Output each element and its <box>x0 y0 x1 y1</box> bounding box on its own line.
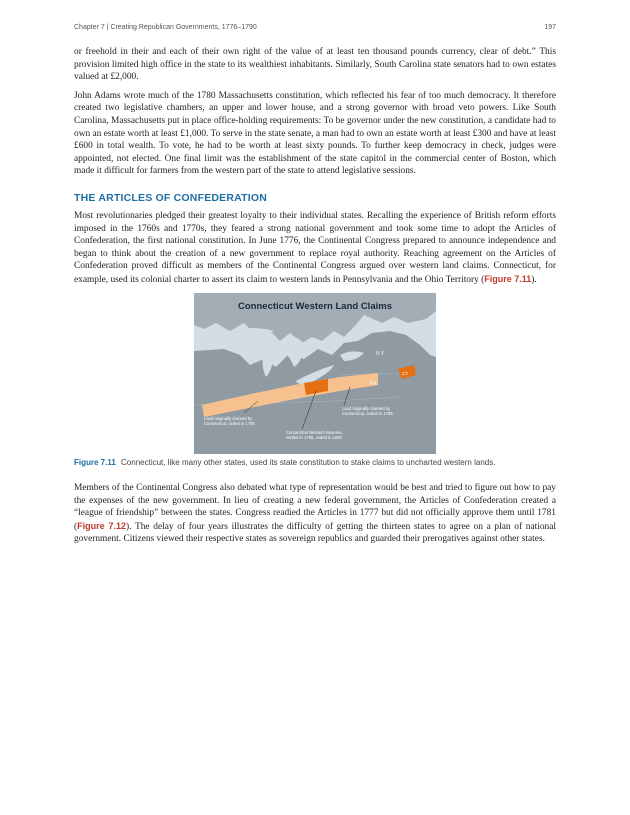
page-number: 197 <box>544 24 556 31</box>
label-ct: CT <box>402 370 408 376</box>
running-header <box>74 24 556 34</box>
figure-7-11 <box>74 293 556 454</box>
label-ny: N Y <box>376 350 385 357</box>
connecticut-land-claims-map <box>194 293 436 454</box>
paragraph-3-text: Most revolutionaries pledged their greatest loyalty to their individual states. Recalling the experience of British reform efforts imposed in the 1760s and 1770s, they feared a strong national government and took some time to adopt the Articles of Confederation, the first national constitution. In June 1776, the Continental Congress prepared to announce independence and began to think about the creation of a new government to replace royal authority. Reaching agreement on the Articles of Confederation proved difficult as members of the Continental Congress argued over western land claims. Connecticut, for example, used its colonial charter to assert its claim to western lands in Pennsylvania and the Ohio Territory ( <box>74 210 556 285</box>
figure-7-11-link[interactable]: Figure 7.11 <box>484 273 532 284</box>
annotation-left-line-1: Land originally claimed by <box>204 415 253 421</box>
caption-text: Connecticut, like many other states, used its state constitution to stake claims to uncharted western lands. <box>121 457 496 467</box>
paragraph-1: or freehold in their and each of their own right of the value of at least ten thousand pounds currency, clear of debt.” This provision limited high office in the state to its wealthiest inhabitants. Similarly, South Carolina state senators had to own estates valued at £2,000. <box>74 47 556 83</box>
caption-label: Figure 7.11 <box>74 457 116 467</box>
chapter-title: Chapter 7 | Creating Republican Governments, 1776–1790 <box>74 24 257 31</box>
annotation-right-line-2: Connecticut, ceded in 1786 <box>342 410 393 416</box>
paragraph-2: John Adams wrote much of the 1780 Massachusetts constitution, which reflected his fear of too much democracy. It therefore created two legislative chambers, an upper and lower house, and a strong governor with broad veto powers. Like South Carolina, Massachusetts put in place office-holding requirements: To be governor under the new constitution, a candidate had to own an estate worth at least £1,000. To serve in the state senate, a man had to own an estate worth at least £300 and have at least £600 in total wealth. To vote, he had to be worth at least sixty pounds. To further keep democracy in check, judges were appointed, not elected. One final limit was the establishment of the state capitol in the commercial center of Boston, which made it difficult for farmers from the western part of the state to attend legislative sessions. <box>74 90 556 177</box>
paragraph-4-end: ). The delay of four years illustrates the difficulty of getting the thirteen states to agree on a plan of national government. Citizens viewed their respective states as sovereign republics and guarded their prerogatives against other states. <box>74 521 556 545</box>
figure-caption <box>74 458 556 468</box>
map-title: Connecticut Western Land Claims <box>238 300 392 312</box>
paragraph-4-text: Members of the Continental Congress also debated what type of representation would be best and tried to figure out how to pay the expenses of the new government. In lieu of creating a new federal government, the Articles of Confederation created a “league of friendship” between the states. Congress readied the Articles in 1777 but did not officially approve them until 1781 ( <box>74 482 556 532</box>
figure-7-12-link[interactable]: Figure 7.12 <box>77 520 126 531</box>
main-content <box>74 46 556 552</box>
label-pa: PA <box>370 380 377 387</box>
paragraph-3-end: ). <box>531 274 537 285</box>
section-heading: THE ARTICLES OF CONFEDERATION <box>74 191 268 204</box>
annotation-bottom-line-2: settled in 1786, ceded in 1800 <box>286 434 342 440</box>
annotation-right-line-1: Land originally claimed by <box>342 405 391 411</box>
annotation-left-line-2: Connecticut, ceded in 1786 <box>204 420 255 426</box>
annotation-bottom-line-1: Connecticut Western Reserve, <box>286 429 343 435</box>
paragraph-3 <box>74 210 556 287</box>
paragraph-4 <box>74 482 556 546</box>
